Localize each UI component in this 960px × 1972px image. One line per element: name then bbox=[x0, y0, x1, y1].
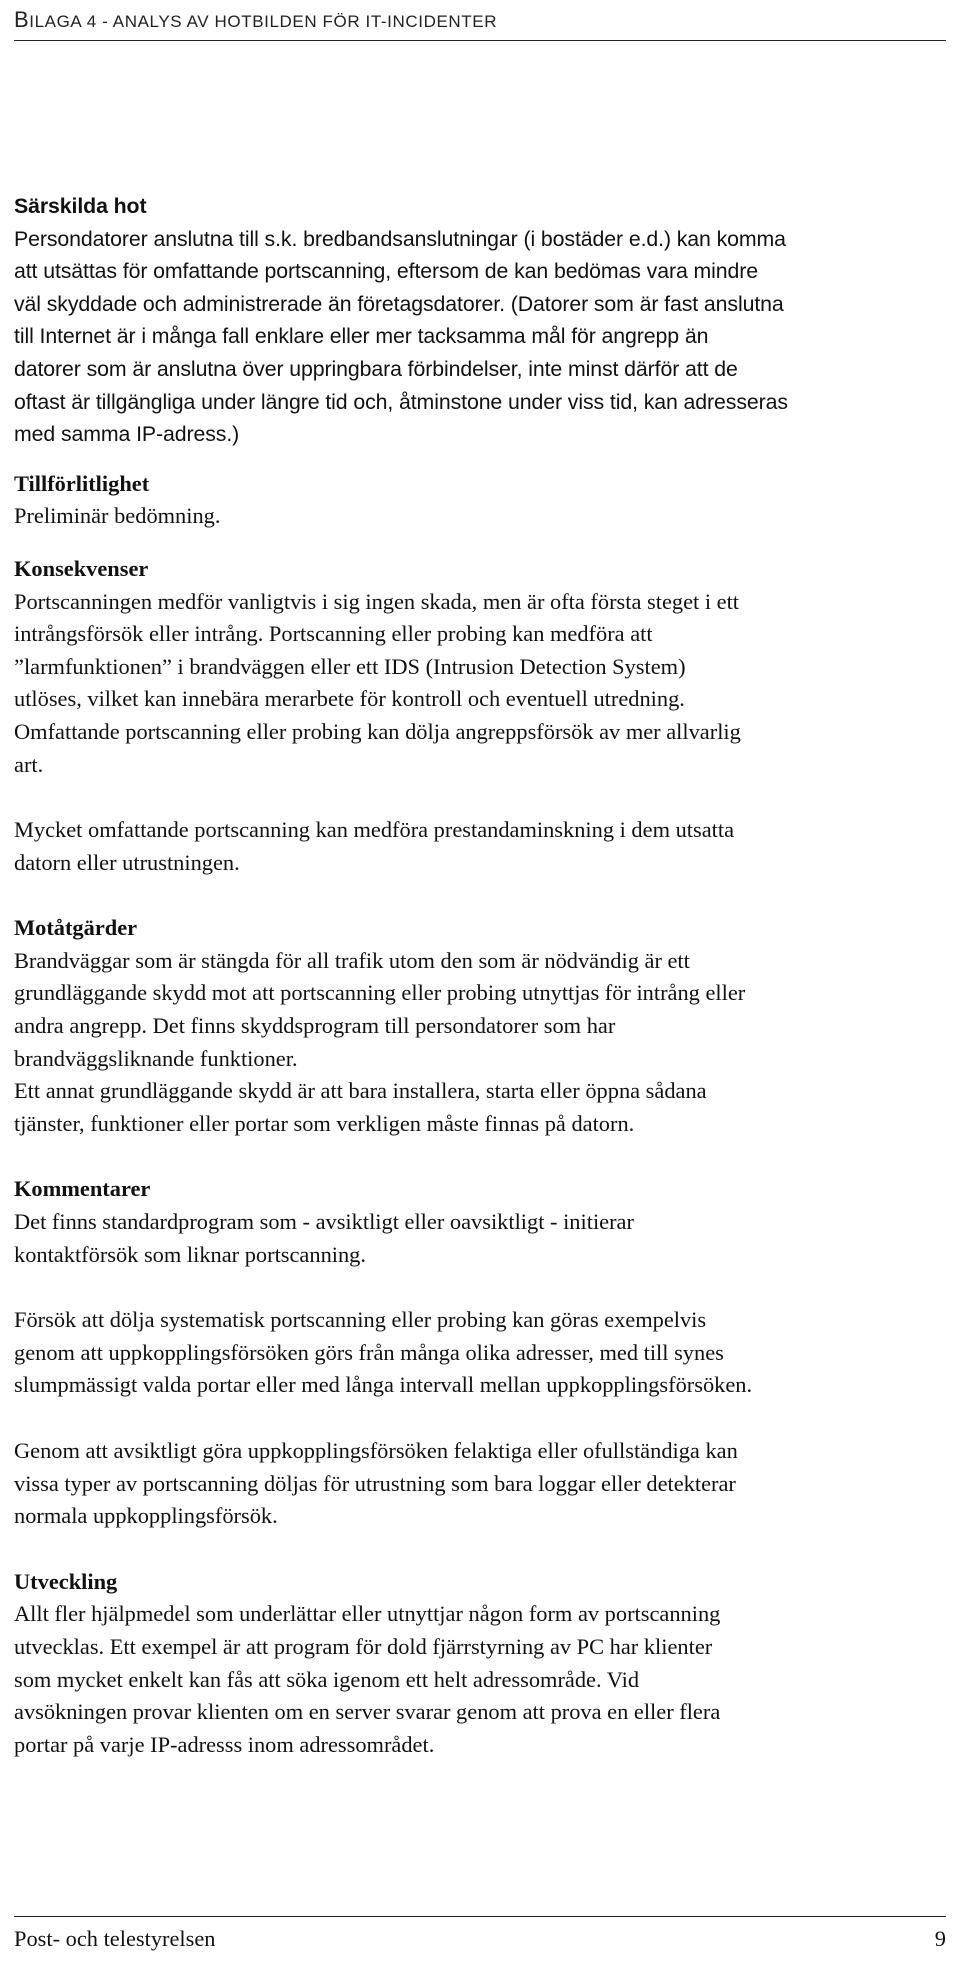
text-line: Genom att avsiktligt göra uppkopplingsförsöken felaktiga eller ofullständiga kan bbox=[14, 1438, 738, 1463]
header-title: ILAGA 4 - ANALYS AV HOTBILDEN FÖR IT-INCIDENTER bbox=[29, 12, 498, 31]
text-line: andra angrepp. Det finns skyddsprogram till persondatorer som har bbox=[14, 1013, 616, 1039]
text-line: utlöses, vilket kan innebära merarbete för kontroll och eventuell utredning. bbox=[14, 686, 685, 712]
text-line: intrångsförsök eller intrång. Portscanning eller probing kan medföra att bbox=[14, 621, 653, 647]
section-heading: Konsekvenser bbox=[14, 555, 149, 581]
text-line: kontaktförsök som liknar portscanning. bbox=[14, 1241, 366, 1267]
section-tillforlitlighet bbox=[14, 468, 949, 533]
footer-publisher: Post- och telestyrelsen bbox=[14, 1926, 216, 1951]
text-line: Det finns standardprogram som - avsiktligt eller oavsiktligt - initierar bbox=[14, 1209, 634, 1235]
page-number: 9 bbox=[934, 1926, 946, 1951]
text-line: datorer som är anslutna över uppringbara förbindelser, inte minst därför att de bbox=[14, 356, 738, 381]
section-utveckling bbox=[14, 1566, 949, 1762]
text-line: grundläggande skydd mot att portscanning eller probing utnyttjas för intrång eller bbox=[14, 980, 746, 1006]
section-heading: Utveckling bbox=[14, 1568, 118, 1594]
text-line: att utsättas för omfattande portscanning, eftersom de kan bedömas vara mindre bbox=[14, 259, 759, 284]
text-line: portar på varje IP-adresss inom adressområdet. bbox=[14, 1731, 435, 1757]
text-line: art. bbox=[14, 751, 44, 777]
text-line: vissa typer av portscanning döljas för utrustning som bara loggar eller detekterar bbox=[14, 1470, 736, 1496]
section-heading: Tillförlitlighet bbox=[14, 470, 150, 496]
text-line: brandväggsliknande funktioner. bbox=[14, 1045, 298, 1071]
page-content bbox=[14, 190, 949, 1761]
text-line: oftast är tillgängliga under längre tid och, åtminstone under viss tid, kan adresseras bbox=[14, 389, 788, 414]
text-line: datorn eller utrustningen. bbox=[14, 849, 240, 875]
text-line: utvecklas. Ett exempel är att program för dold fjärrstyrning av PC har klienter bbox=[14, 1633, 713, 1659]
section-heading: Kommentarer bbox=[14, 1176, 151, 1202]
section-motatgarder bbox=[14, 912, 949, 1140]
text-line: Brandväggar som är stängda för all trafik utom den som är nödvändig är ett bbox=[14, 947, 690, 973]
text-line: tjänster, funktioner eller portar som verkligen måste finnas på datorn. bbox=[14, 1110, 635, 1136]
page-header bbox=[14, 6, 946, 41]
text-line: Preliminär bedömning. bbox=[14, 503, 221, 529]
text-line: med samma IP-adress.) bbox=[14, 422, 240, 447]
text-line: Portscanningen medför vanligtvis i sig ingen skada, men är ofta första steget i ett bbox=[14, 588, 740, 614]
section-heading: Motåtgärder bbox=[14, 915, 138, 941]
header-initial: B bbox=[14, 7, 30, 32]
text-line: Omfattande portscanning eller probing kan dölja angreppsförsök av mer allvarlig bbox=[14, 718, 741, 744]
text-line: normala uppkopplingsförsök. bbox=[14, 1503, 278, 1529]
text-line: Försök att dölja systematisk portscanning eller probing kan göras exempelvis bbox=[14, 1307, 707, 1333]
text-line: Ett annat grundläggande skydd är att bara installera, starta eller öppna sådana bbox=[14, 1078, 707, 1104]
text-line: slumpmässigt valda portar eller med långa intervall mellan uppkopplingsförsöken. bbox=[14, 1372, 753, 1398]
text-line: som mycket enkelt kan fås att söka igenom ett helt adressområde. Vid bbox=[14, 1666, 640, 1692]
text-line: till Internet är i många fall enklare eller mer tacksamma mål för angrepp än bbox=[14, 324, 709, 349]
text-line: avsökningen provar klienten om en server svarar genom att prova en eller flera bbox=[14, 1699, 721, 1725]
text-line: Allt fler hjälpmedel som underlättar eller utnyttjar någon form av portscanning bbox=[14, 1601, 721, 1627]
text-line: ”larmfunktionen” i brandväggen eller ett IDS (Intrusion Detection System) bbox=[14, 653, 686, 679]
text-line: väl skyddade och administrerade än företagsdatorer. (Datorer som är fast anslutna bbox=[14, 291, 784, 316]
text-line: genom att uppkopplingsförsöken görs från många olika adresser, med till synes bbox=[14, 1339, 724, 1365]
text-line: Mycket omfattande portscanning kan medföra prestandaminskning i dem utsatta bbox=[14, 817, 735, 843]
text-line: Persondatorer anslutna till s.k. bredbandsanslutningar (i bostäder e.d.) kan komma bbox=[14, 226, 786, 251]
page-footer bbox=[14, 1916, 946, 1955]
section-sarskilda-hot bbox=[14, 190, 949, 451]
section-heading: Särskilda hot bbox=[14, 194, 147, 218]
section-konsekvenser bbox=[14, 553, 949, 879]
section-kommentarer bbox=[14, 1173, 949, 1532]
